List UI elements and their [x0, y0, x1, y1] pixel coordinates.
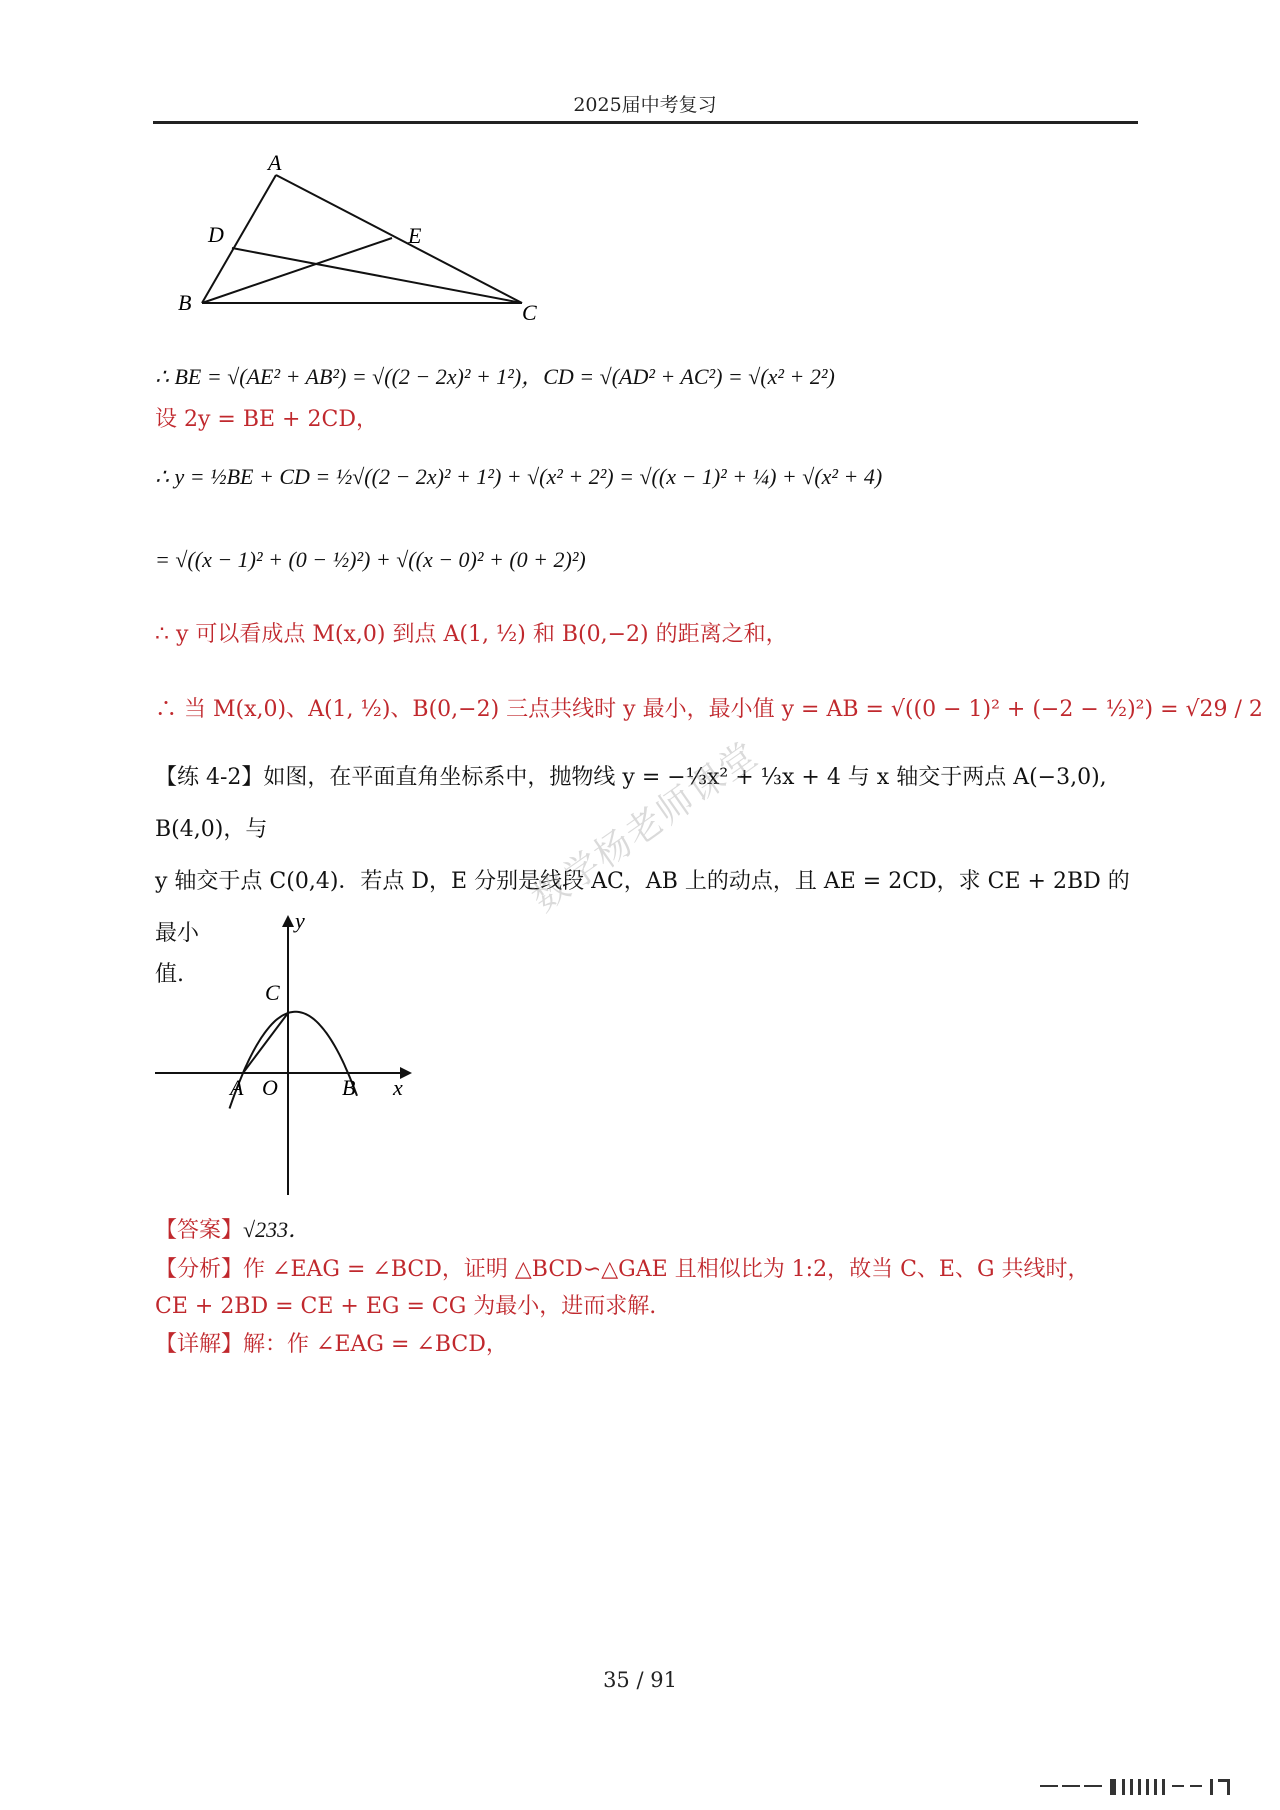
point-label-O: O: [262, 1075, 278, 1100]
label-B: B: [178, 290, 192, 315]
detail-line: 【详解】解：作 ∠EAG = ∠BCD，: [155, 1332, 508, 1357]
analysis-tag: 【分析】: [155, 1257, 244, 1282]
triangle-figure: [170, 150, 550, 325]
page-number: 35 / 91: [603, 1668, 677, 1692]
page-header: 2025届中考复习: [573, 94, 717, 116]
problem-line-3: 值.: [155, 962, 184, 987]
solution-line-2: 设 2y = BE + 2CD，: [155, 407, 378, 432]
solution-line-6: ∴ 当 M(x,0)、A(1, ½)、B(0,−2) 三点共线时 y 最小，最小值 y = AB = √((0 − 1)² + (−2 − ½)²) = √29 / 2: [155, 697, 1263, 722]
answer-line: [155, 1215, 310, 1246]
label-D: D: [208, 222, 224, 247]
axis-label-x: x: [393, 1075, 403, 1100]
point-label-A: A: [230, 1075, 244, 1100]
label-A: A: [268, 150, 282, 175]
solution-line-4: = √((x − 1)² + (0 − ½)²) + √((x − 0)² + (0 + 2)²): [155, 547, 586, 572]
parabola-figure: [150, 905, 430, 1205]
solution-line-3: ∴ y = ½BE + CD = ½√((2 − 2x)² + 1²) + √(x² + 2²) = √((x − 1)² + ¼) + √(x² + 4): [155, 464, 883, 489]
header-divider: [153, 121, 1138, 124]
answer-tag: 【答案】: [155, 1218, 244, 1243]
analysis-line-2: CE + 2BD = CE + EG = CG 为最小，进而求解.: [155, 1294, 657, 1319]
watermark: 数学杨老师课堂: [524, 733, 767, 921]
point-label-C: C: [265, 980, 280, 1005]
solution-line-1: ∴ BE = √(AE² + AB²) = √((2 − 2x)² + 1²)，CD = √(AD² + AC²) = √(x² + 2²): [155, 364, 835, 389]
detail-tag: 【详解】: [155, 1332, 244, 1357]
problem-tag: 【练 4-2】: [155, 765, 264, 790]
label-E: E: [408, 223, 422, 248]
axis-label-y: y: [295, 908, 305, 933]
barcode-logo-icon: [1040, 1775, 1260, 1799]
point-label-B: B: [342, 1075, 356, 1100]
problem-line-1: 【练 4-2】如图，在平面直角坐标系中，抛物线 y = −⅓x² + ⅓x + 4 与 x 轴交于两点 A(−3,0), B(4,0)，与: [155, 765, 1107, 842]
label-C: C: [522, 300, 537, 325]
problem-line-2: y 轴交于点 C(0,4)．若点 D，E 分别是线段 AC，AB 上的动点，且 AE = 2CD，求 CE + 2BD 的最小: [155, 869, 1130, 946]
solution-line-5: ∴ y 可以看成点 M(x,0) 到点 A(1, ½) 和 B(0,−2) 的距离之和，: [155, 622, 788, 647]
answer-value: √233．: [243, 1217, 311, 1242]
analysis-line-1: 【分析】作 ∠EAG = ∠BCD，证明 △BCD∽△GAE 且相似比为 1:2，故当 C、E、G 共线时，: [155, 1257, 1090, 1282]
